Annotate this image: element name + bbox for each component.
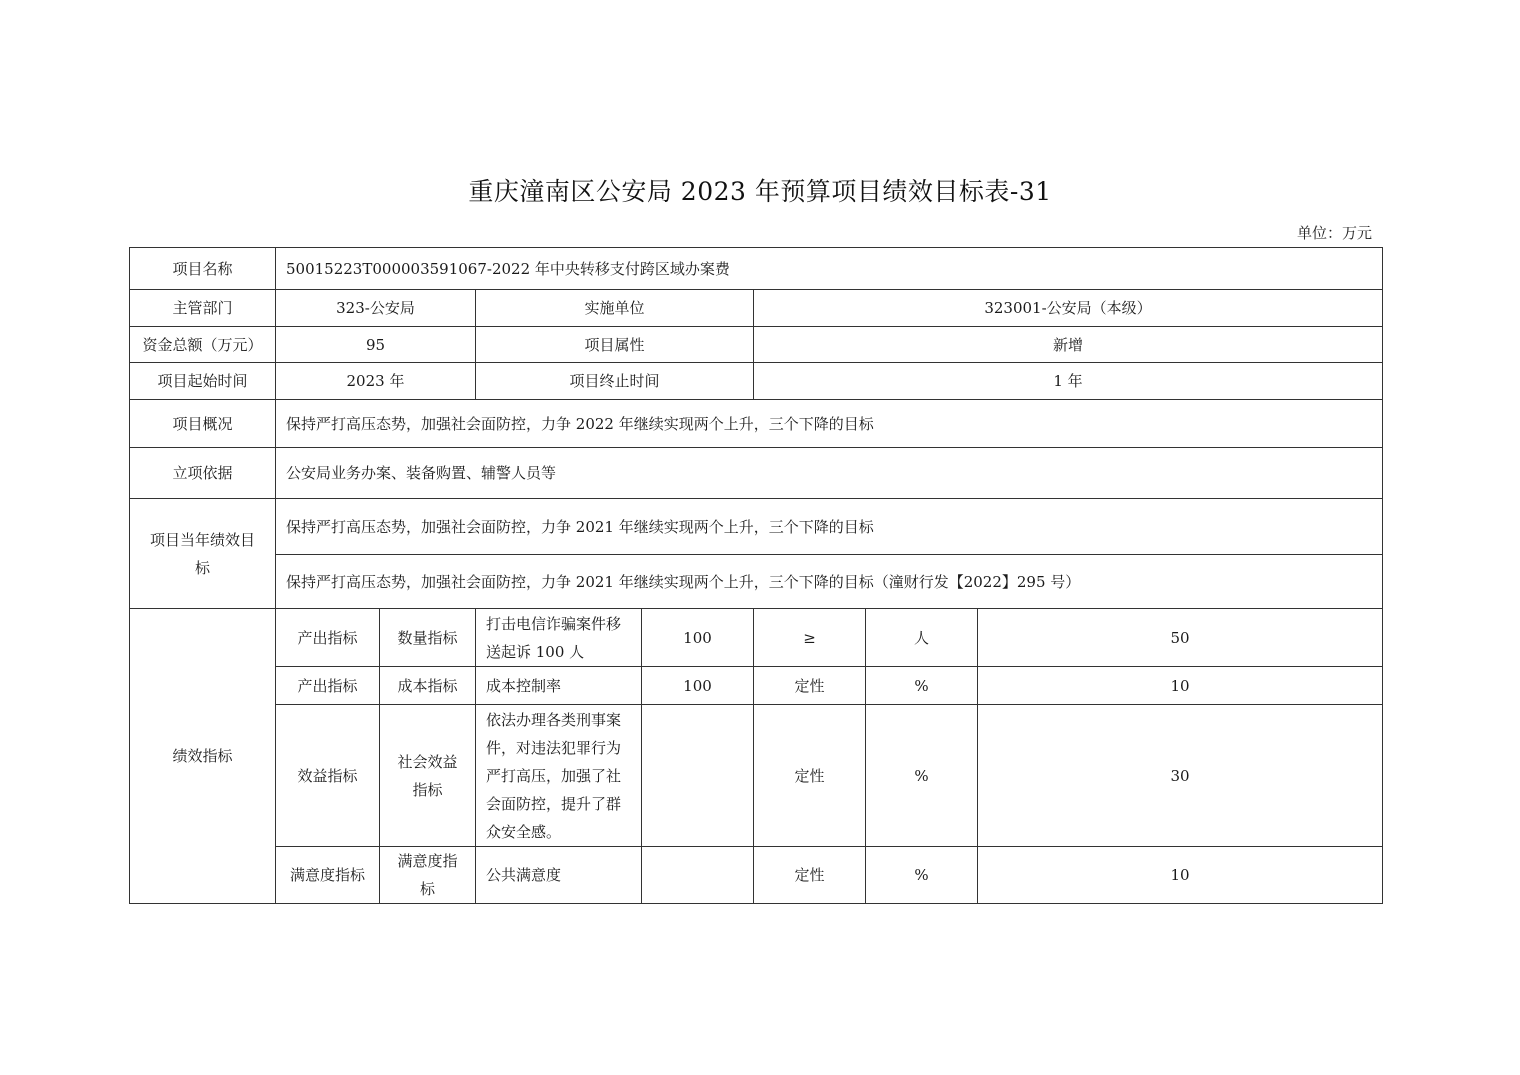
table-row xyxy=(130,705,1383,847)
attr-value: 新增 xyxy=(754,327,1383,363)
perf-value: 100 xyxy=(642,609,754,667)
perf-operator: 定性 xyxy=(754,705,866,847)
overview-label: 项目概况 xyxy=(130,400,276,448)
perf-level2: 满意度指标 xyxy=(380,847,476,904)
end-value: 1 年 xyxy=(754,363,1383,400)
perf-weight: 10 xyxy=(978,847,1383,904)
start-label: 项目起始时间 xyxy=(130,363,276,400)
row-project-name xyxy=(130,248,1383,290)
table-row xyxy=(130,609,1383,667)
project-name-value: 50015223T000003591067-2022 年中央转移支付跨区域办案费 xyxy=(276,248,1383,290)
dept-label: 主管部门 xyxy=(130,290,276,327)
perf-operator: ≥ xyxy=(754,609,866,667)
row-dept xyxy=(130,290,1383,327)
page-title: 重庆潼南区公安局 2023 年预算项目绩效目标表-31 xyxy=(468,177,1052,206)
attr-label: 项目属性 xyxy=(476,327,754,363)
perf-weight: 30 xyxy=(978,705,1383,847)
perf-indicator: 公共满意度 xyxy=(476,847,642,904)
unit-label: 单位：万元 xyxy=(1296,224,1372,242)
table-row xyxy=(130,667,1383,705)
perf-level2: 数量指标 xyxy=(380,609,476,667)
impl-value: 323001-公安局（本级） xyxy=(754,290,1383,327)
impl-label: 实施单位 xyxy=(476,290,754,327)
perf-value xyxy=(642,705,754,847)
perf-unit: % xyxy=(866,705,978,847)
row-goal-2 xyxy=(130,555,1383,609)
dept-value: 323-公安局 xyxy=(276,290,476,327)
perf-indicator: 依法办理各类刑事案件，对违法犯罪行为严打高压，加强了社会面防控，提升了群众安全感。 xyxy=(476,705,642,847)
perf-value xyxy=(642,847,754,904)
goal-label: 项目当年绩效目标 xyxy=(130,499,276,609)
perf-unit: % xyxy=(866,667,978,705)
perf-level1: 满意度指标 xyxy=(276,847,380,904)
performance-table xyxy=(129,247,1383,904)
table-row xyxy=(130,847,1383,904)
perf-label: 绩效指标 xyxy=(130,609,276,904)
perf-indicator: 成本控制率 xyxy=(476,667,642,705)
row-overview xyxy=(130,400,1383,448)
perf-level1: 产出指标 xyxy=(276,667,380,705)
perf-unit: % xyxy=(866,847,978,904)
project-name-label: 项目名称 xyxy=(130,248,276,290)
start-value: 2023 年 xyxy=(276,363,476,400)
end-label: 项目终止时间 xyxy=(476,363,754,400)
fund-label: 资金总额（万元） xyxy=(130,327,276,363)
perf-unit: 人 xyxy=(866,609,978,667)
perf-level2: 社会效益指标 xyxy=(380,705,476,847)
perf-weight: 50 xyxy=(978,609,1383,667)
perf-operator: 定性 xyxy=(754,667,866,705)
perf-value: 100 xyxy=(642,667,754,705)
perf-level1: 产出指标 xyxy=(276,609,380,667)
fund-value: 95 xyxy=(276,327,476,363)
perf-level1: 效益指标 xyxy=(276,705,380,847)
perf-weight: 10 xyxy=(978,667,1383,705)
row-time xyxy=(130,363,1383,400)
overview-value: 保持严打高压态势，加强社会面防控，力争 2022 年继续实现两个上升，三个下降的目标 xyxy=(276,400,1383,448)
row-goal-1 xyxy=(130,499,1383,555)
row-basis xyxy=(130,448,1383,499)
row-fund xyxy=(130,327,1383,363)
goal-1-value: 保持严打高压态势，加强社会面防控，力争 2021 年继续实现两个上升，三个下降的目标 xyxy=(276,499,1383,555)
perf-level2: 成本指标 xyxy=(380,667,476,705)
perf-indicator: 打击电信诈骗案件移送起诉 100 人 xyxy=(476,609,642,667)
basis-value: 公安局业务办案、装备购置、辅警人员等 xyxy=(276,448,1383,499)
perf-operator: 定性 xyxy=(754,847,866,904)
basis-label: 立项依据 xyxy=(130,448,276,499)
goal-2-value: 保持严打高压态势，加强社会面防控，力争 2021 年继续实现两个上升，三个下降的目标（潼财行发【2022】295 号） xyxy=(276,555,1383,609)
